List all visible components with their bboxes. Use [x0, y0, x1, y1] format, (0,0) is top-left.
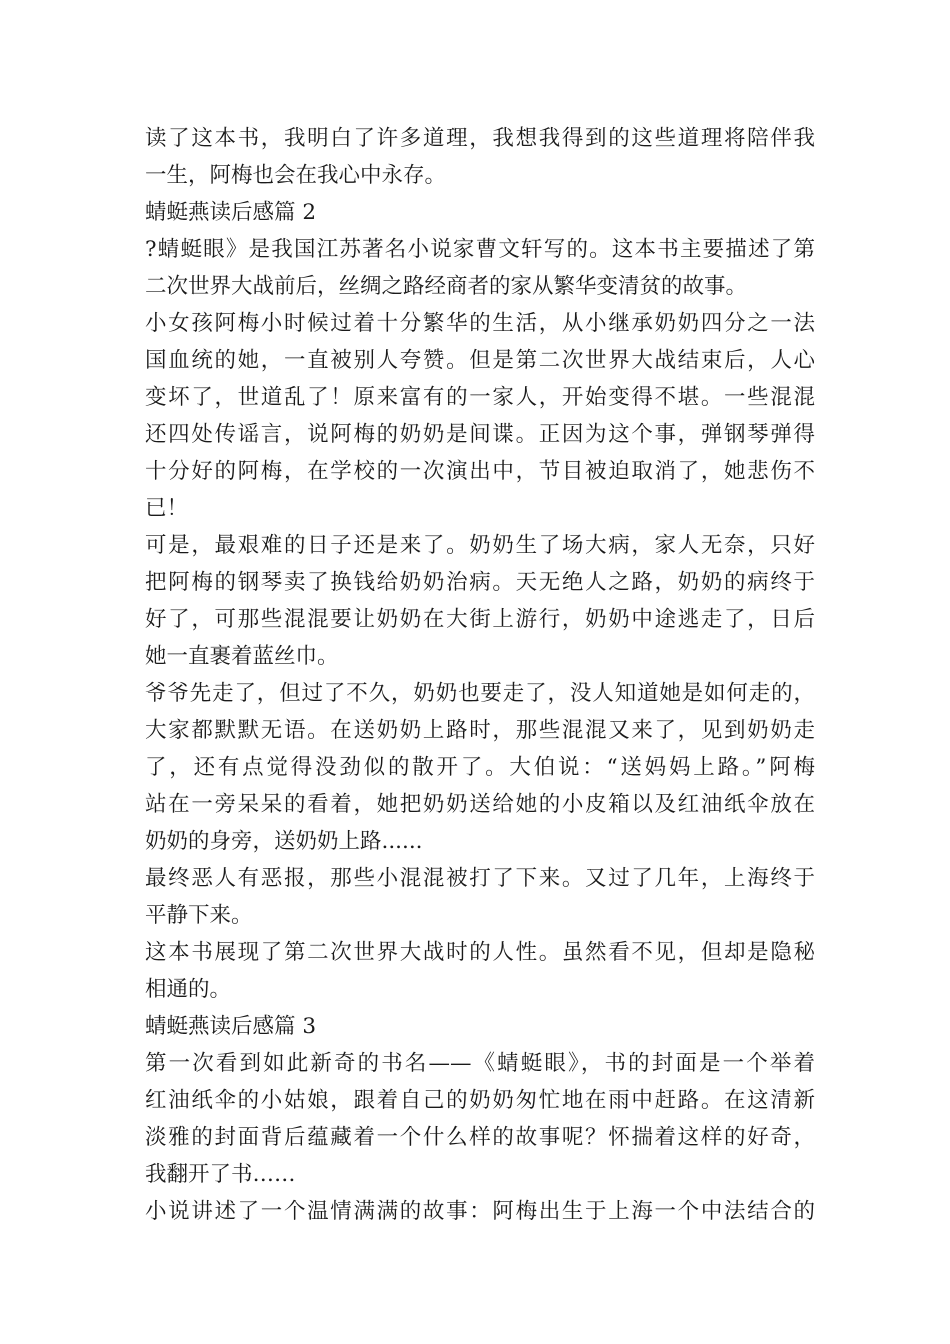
- text-line: 爷爷先走了，但过了不久，奶奶也要走了，没人知道她是如何走的，: [145, 681, 815, 706]
- text-line: 她一直裹着蓝丝巾。: [145, 644, 339, 669]
- text-line: 了，还有点觉得没劲似的散开了。大伯说：“送妈妈上路。”阿梅: [145, 755, 815, 780]
- section-heading: 蜻蜓燕读后感篇 2: [145, 200, 317, 225]
- text-line: 这本书展现了第二次世界大战时的人性。虽然看不见，但却是隐秘: [145, 940, 815, 965]
- text-line: 平静下来。: [145, 903, 253, 928]
- text-line: 一生，阿梅也会在我心中永存。: [145, 163, 447, 188]
- text-line: 小女孩阿梅小时候过着十分繁华的生活，从小继承奶奶四分之一法: [145, 311, 815, 336]
- text-line: 可是，最艰难的日子还是来了。奶奶生了场大病，家人无奈，只好: [145, 533, 815, 558]
- text-line: 还四处传谣言，说阿梅的奶奶是间谍。正因为这个事，弹钢琴弹得: [145, 422, 815, 447]
- text-line: 读了这本书，我明白了许多道理，我想我得到的这些道理将陪伴我: [145, 126, 815, 151]
- text-line: 国血统的她，一直被别人夸赞。但是第二次世界大战结束后，人心: [145, 348, 815, 373]
- text-line: 我翻开了书……: [145, 1162, 296, 1187]
- text-line: 把阿梅的钢琴卖了换钱给奶奶治病。天无绝人之路，奶奶的病终于: [145, 570, 815, 595]
- text-line: 站在一旁呆呆的看着，她把奶奶送给她的小皮箱以及红油纸伞放在: [145, 792, 815, 817]
- text-line: 已！: [145, 496, 189, 521]
- text-line: 相通的。: [145, 977, 232, 1002]
- text-line: 好了，可那些混混要让奶奶在大街上游行，奶奶中途逃走了，日后: [145, 607, 815, 632]
- text-line: 小说讲述了一个温情满满的故事：阿梅出生于上海一个中法结合的: [145, 1199, 815, 1224]
- text-line: 二次世界大战前后，丝绸之路经商者的家从繁华变清贫的故事。: [145, 274, 748, 299]
- text-line: 红油纸伞的小姑娘，跟着自己的奶奶匆忙地在雨中赶路。在这清新: [145, 1088, 815, 1113]
- text-line: 十分好的阿梅，在学校的一次演出中，节目被迫取消了，她悲伤不: [145, 459, 815, 484]
- text-line: 大家都默默无语。在送奶奶上路时，那些混混又来了，见到奶奶走: [145, 718, 815, 743]
- section-heading: 蜻蜓燕读后感篇 3: [145, 1014, 317, 1039]
- text-line: 奶奶的身旁，送奶奶上路......: [145, 829, 423, 854]
- text-line: 第一次看到如此新奇的书名——《蜻蜓眼》，书的封面是一个举着: [145, 1051, 815, 1076]
- text-line: 变坏了，世道乱了！原来富有的一家人，开始变得不堪。一些混混: [145, 385, 815, 410]
- document-body: [145, 120, 815, 1230]
- text-line: 最终恶人有恶报，那些小混混被打了下来。又过了几年，上海终于: [145, 866, 815, 891]
- text-line: 淡雅的封面背后蕴藏着一个什么样的故事呢？怀揣着这样的好奇，: [145, 1125, 815, 1150]
- text-line: ?蜻蜓眼》是我国江苏著名小说家曹文轩写的。这本书主要描述了第: [145, 237, 815, 262]
